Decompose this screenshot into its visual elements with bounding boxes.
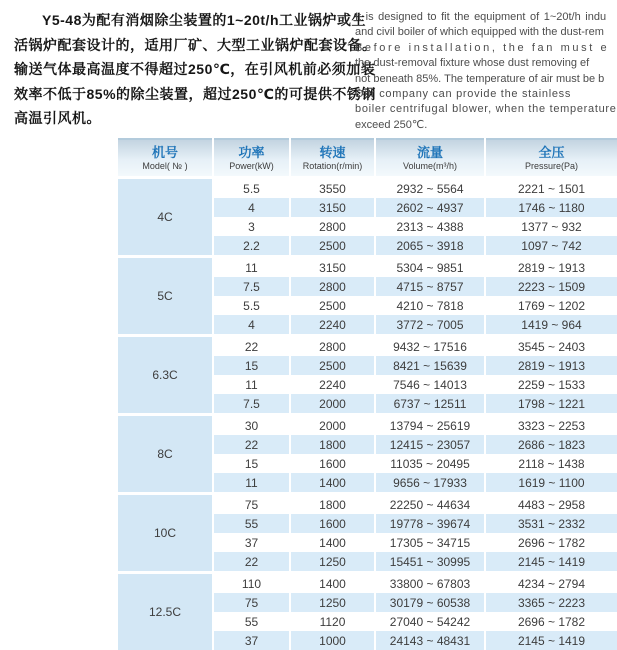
power-cell: 22 bbox=[213, 435, 290, 454]
volume-cell: 22250 ~ 44634 bbox=[375, 494, 485, 515]
column-header-rotation-en: Rotation(r/min) bbox=[291, 161, 374, 172]
column-header-pressure bbox=[485, 139, 617, 178]
rotation-cell: 2000 bbox=[290, 415, 375, 436]
volume-cell: 6737 ~ 12511 bbox=[375, 394, 485, 415]
pressure-cell: 1419 ~ 964 bbox=[485, 315, 617, 336]
intro-en-line: It is designed to fit the equipment of 1~20t/h indu bbox=[355, 10, 617, 25]
pressure-cell: 1798 ~ 1221 bbox=[485, 394, 617, 415]
table-row bbox=[118, 494, 617, 515]
rotation-cell: 1250 bbox=[290, 593, 375, 612]
volume-cell: 5304 ~ 9851 bbox=[375, 257, 485, 278]
pressure-cell: 1377 ~ 932 bbox=[485, 217, 617, 236]
rotation-cell: 1800 bbox=[290, 494, 375, 515]
pressure-cell: 1619 ~ 1100 bbox=[485, 473, 617, 494]
volume-cell: 19778 ~ 39674 bbox=[375, 514, 485, 533]
rotation-cell: 3150 bbox=[290, 257, 375, 278]
power-cell: 7.5 bbox=[213, 277, 290, 296]
rotation-cell: 1600 bbox=[290, 514, 375, 533]
rotation-cell: 1120 bbox=[290, 612, 375, 631]
intro-zh-line: Y5-48为配有消烟除尘装置的1~20t/h工业锅炉或生 bbox=[14, 8, 354, 33]
power-cell: 75 bbox=[213, 494, 290, 515]
pressure-cell: 2118 ~ 1438 bbox=[485, 454, 617, 473]
power-cell: 11 bbox=[213, 473, 290, 494]
model-cell: 12.5C bbox=[118, 573, 213, 650]
pressure-cell: 3531 ~ 2332 bbox=[485, 514, 617, 533]
volume-cell: 2313 ~ 4388 bbox=[375, 217, 485, 236]
rotation-cell: 2800 bbox=[290, 277, 375, 296]
pressure-cell: 3323 ~ 2253 bbox=[485, 415, 617, 436]
intro-zh-line: 高温引风机。 bbox=[14, 106, 354, 131]
power-cell: 55 bbox=[213, 514, 290, 533]
volume-cell: 17305 ~ 34715 bbox=[375, 533, 485, 552]
column-header-model-en: Model( № ) bbox=[118, 161, 212, 172]
rotation-cell: 2500 bbox=[290, 236, 375, 257]
volume-cell: 9656 ~ 17933 bbox=[375, 473, 485, 494]
pressure-cell: 2145 ~ 1419 bbox=[485, 631, 617, 650]
power-cell: 4 bbox=[213, 198, 290, 217]
volume-cell: 13794 ~ 25619 bbox=[375, 415, 485, 436]
rotation-cell: 1000 bbox=[290, 631, 375, 650]
column-header-pressure-zh: 全压 bbox=[486, 145, 617, 161]
model-cell: 6.3C bbox=[118, 336, 213, 415]
rotation-cell: 1400 bbox=[290, 533, 375, 552]
spec-table-body bbox=[118, 178, 617, 650]
column-header-power-zh: 功率 bbox=[214, 145, 289, 161]
volume-cell: 3772 ~ 7005 bbox=[375, 315, 485, 336]
table-row bbox=[118, 178, 617, 199]
power-cell: 2.2 bbox=[213, 236, 290, 257]
volume-cell: 2065 ~ 3918 bbox=[375, 236, 485, 257]
pressure-cell: 2145 ~ 1419 bbox=[485, 552, 617, 573]
pressure-cell: 2819 ~ 1913 bbox=[485, 257, 617, 278]
pressure-cell: 3545 ~ 2403 bbox=[485, 336, 617, 357]
volume-cell: 12415 ~ 23057 bbox=[375, 435, 485, 454]
volume-cell: 27040 ~ 54242 bbox=[375, 612, 485, 631]
volume-cell: 24143 ~ 48431 bbox=[375, 631, 485, 650]
pressure-cell: 4234 ~ 2794 bbox=[485, 573, 617, 594]
power-cell: 5.5 bbox=[213, 296, 290, 315]
intro-en-line: Our company can provide the stainless bbox=[355, 87, 617, 102]
intro-zh-line: 效率不低于85%的除尘装置，超过250℃的可提供不锈钢 bbox=[14, 82, 354, 107]
intro-en-line: and civil boiler of which equipped with the dust-rem bbox=[355, 25, 617, 40]
table-row bbox=[118, 415, 617, 436]
column-header-model bbox=[118, 139, 213, 178]
volume-cell: 15451 ~ 30995 bbox=[375, 552, 485, 573]
column-header-power-en: Power(kW) bbox=[214, 161, 289, 172]
volume-cell: 7546 ~ 14013 bbox=[375, 375, 485, 394]
power-cell: 22 bbox=[213, 552, 290, 573]
model-cell: 8C bbox=[118, 415, 213, 494]
pressure-cell: 2696 ~ 1782 bbox=[485, 612, 617, 631]
intro-chinese-paragraph bbox=[14, 8, 354, 131]
table-row bbox=[118, 336, 617, 357]
table-row bbox=[118, 257, 617, 278]
volume-cell: 4210 ~ 7818 bbox=[375, 296, 485, 315]
rotation-cell: 1250 bbox=[290, 552, 375, 573]
model-cell: 10C bbox=[118, 494, 213, 573]
rotation-cell: 2000 bbox=[290, 394, 375, 415]
model-cell: 5C bbox=[118, 257, 213, 336]
column-header-rotation-zh: 转速 bbox=[291, 145, 374, 161]
volume-cell: 8421 ~ 15639 bbox=[375, 356, 485, 375]
pressure-cell: 2819 ~ 1913 bbox=[485, 356, 617, 375]
rotation-cell: 2500 bbox=[290, 356, 375, 375]
pressure-cell: 1746 ~ 1180 bbox=[485, 198, 617, 217]
column-header-volume-en: Volume(m³/h) bbox=[376, 161, 484, 172]
power-cell: 5.5 bbox=[213, 178, 290, 199]
table-row bbox=[118, 573, 617, 594]
rotation-cell: 2800 bbox=[290, 217, 375, 236]
rotation-cell: 1600 bbox=[290, 454, 375, 473]
intro-en-line: the dust-removal fixture whose dust removing ef bbox=[355, 56, 617, 71]
pressure-cell: 2686 ~ 1823 bbox=[485, 435, 617, 454]
volume-cell: 11035 ~ 20495 bbox=[375, 454, 485, 473]
intro-en-line: boiler centrifugal blower, when the temperature bbox=[355, 102, 617, 117]
pressure-cell: 2259 ~ 1533 bbox=[485, 375, 617, 394]
power-cell: 7.5 bbox=[213, 394, 290, 415]
power-cell: 37 bbox=[213, 631, 290, 650]
volume-cell: 33800 ~ 67803 bbox=[375, 573, 485, 594]
power-cell: 11 bbox=[213, 375, 290, 394]
pressure-cell: 2223 ~ 1509 bbox=[485, 277, 617, 296]
volume-cell: 2932 ~ 5564 bbox=[375, 178, 485, 199]
rotation-cell: 1400 bbox=[290, 573, 375, 594]
power-cell: 75 bbox=[213, 593, 290, 612]
rotation-cell: 1400 bbox=[290, 473, 375, 494]
table-header-row bbox=[118, 139, 617, 178]
spec-table bbox=[118, 138, 617, 650]
volume-cell: 9432 ~ 17516 bbox=[375, 336, 485, 357]
rotation-cell: 2500 bbox=[290, 296, 375, 315]
pressure-cell: 1769 ~ 1202 bbox=[485, 296, 617, 315]
power-cell: 22 bbox=[213, 336, 290, 357]
pressure-cell: 4483 ~ 2958 bbox=[485, 494, 617, 515]
column-header-pressure-en: Pressure(Pa) bbox=[486, 161, 617, 172]
pressure-cell: 2221 ~ 1501 bbox=[485, 178, 617, 199]
intro-en-line: exceed 250℃. bbox=[355, 118, 617, 133]
power-cell: 55 bbox=[213, 612, 290, 631]
column-header-volume-zh: 流量 bbox=[376, 145, 484, 161]
intro-zh-line: 活锅炉配套设计的，适用厂矿、大型工业锅炉配套设备。 bbox=[14, 33, 354, 58]
intro-en-line: not beneath 85%. The temperature of air must be b bbox=[355, 72, 617, 87]
intro-zh-line: 输送气体最高温度不得超过250℃，在引风机前必须加装 bbox=[14, 57, 354, 82]
power-cell: 4 bbox=[213, 315, 290, 336]
rotation-cell: 3550 bbox=[290, 178, 375, 199]
power-cell: 11 bbox=[213, 257, 290, 278]
volume-cell: 30179 ~ 60538 bbox=[375, 593, 485, 612]
rotation-cell: 2800 bbox=[290, 336, 375, 357]
volume-cell: 4715 ~ 8757 bbox=[375, 277, 485, 296]
pressure-cell: 3365 ~ 2223 bbox=[485, 593, 617, 612]
rotation-cell: 1800 bbox=[290, 435, 375, 454]
power-cell: 15 bbox=[213, 356, 290, 375]
pressure-cell: 2696 ~ 1782 bbox=[485, 533, 617, 552]
power-cell: 30 bbox=[213, 415, 290, 436]
power-cell: 37 bbox=[213, 533, 290, 552]
power-cell: 3 bbox=[213, 217, 290, 236]
rotation-cell: 3150 bbox=[290, 198, 375, 217]
power-cell: 15 bbox=[213, 454, 290, 473]
intro-en-line: Before installation, the fan must e bbox=[355, 41, 617, 56]
intro-english-paragraph bbox=[355, 10, 617, 136]
model-cell: 4C bbox=[118, 178, 213, 257]
pressure-cell: 1097 ~ 742 bbox=[485, 236, 617, 257]
volume-cell: 2602 ~ 4937 bbox=[375, 198, 485, 217]
column-header-model-zh: 机号 bbox=[118, 145, 212, 161]
column-header-power bbox=[213, 139, 290, 178]
rotation-cell: 2240 bbox=[290, 375, 375, 394]
column-header-volume bbox=[375, 139, 485, 178]
column-header-rotation bbox=[290, 139, 375, 178]
rotation-cell: 2240 bbox=[290, 315, 375, 336]
power-cell: 110 bbox=[213, 573, 290, 594]
